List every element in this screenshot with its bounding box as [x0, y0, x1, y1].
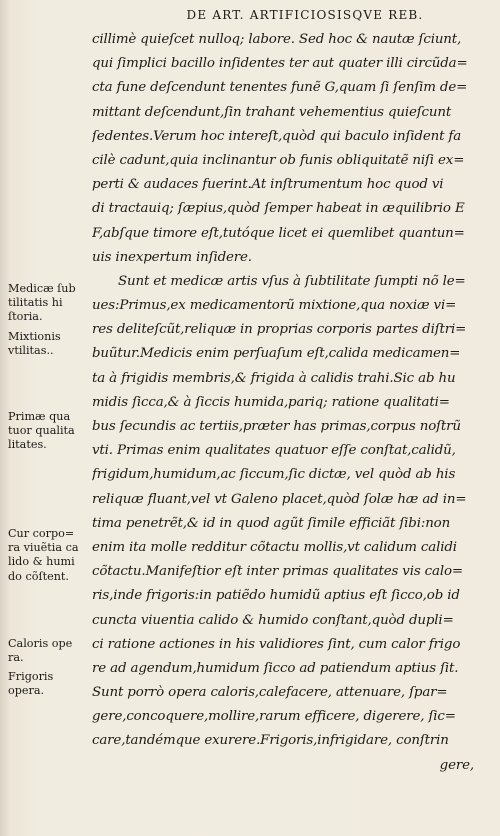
text-line: enim ita molle redditur cõtactu mollis,vt calidum calidi — [92, 539, 457, 555]
marginal-note — [8, 527, 90, 584]
text-line: res delitеſcũt,reliquæ in proprias corporis partes diſtri= — [92, 322, 467, 338]
text-line: bus ſecundis ac tertiis,præter has primas,corpus noſtrũ — [92, 419, 461, 434]
text-line: ta à frigidis membris,& frigida à calidis trahi.Sic ab hu — [92, 370, 456, 386]
marginal-note-line: ra viuẽtia ca — [8, 541, 79, 555]
text-line: buũtur.Medicis enim perſuaſum eſt,calida medicamen= — [92, 346, 461, 362]
text-line: ſedentes.Verum hoc intereſt,quòd qui baculo inſident fa — [92, 128, 462, 144]
marginal-note — [8, 670, 90, 698]
text-line: uis inexpertum inſidere. — [92, 249, 252, 265]
text-line: ues:Primus,ex medicamentorũ mixtione,qua noxiæ vi= — [92, 298, 457, 314]
text-line: tima penetrẽt,& id in quod agũt ſimile efficiãt ſibi:non — [92, 515, 451, 531]
marginal-note-line: ra. — [8, 651, 24, 665]
marginal-note — [8, 282, 90, 325]
marginal-note-line: vtilitas.. — [8, 344, 54, 358]
text-line: Sunt porrò opera caloris,calefacere, attenuare, ſpar= — [92, 685, 448, 701]
marginal-note — [8, 410, 90, 453]
text-line: gere,concoquere,mollire,rarum efficere, digerere, ſic= — [92, 709, 456, 725]
text-line: cõtactu.Manifeſtior eſt inter primas qualitates vis calo= — [92, 564, 463, 580]
text-line: ris,inde frigoris:in patiẽdo humidũ aptius eſt ſicco,ob id — [92, 588, 460, 604]
running-header: DE ART. ARTIFICIOSISQVE REB. — [186, 8, 424, 22]
marginal-note-line: Cur corpo= — [8, 527, 75, 540]
main-text-block — [92, 28, 482, 778]
text-line: qui ſimplici bacillo inſidentes ter aut quater illi circũda= — [92, 56, 468, 72]
text-line: ci ratione actiones in his validiores ſint, cum calor frigo — [92, 636, 461, 652]
marginal-note-line: do cõſtent. — [8, 569, 69, 583]
marginal-note-line: Medicæ ſub — [8, 282, 76, 295]
paragraph-start-line: Sunt et medicæ artis vſus à ſubtilitate ſumpti nõ le= — [118, 273, 466, 289]
marginal-note-line: Primæ qua — [8, 410, 71, 423]
text-line: mittant deſcendunt,ſin trahant vehementius quieſcunt — [92, 104, 452, 120]
marginal-note-line: Caloris ope — [8, 637, 73, 650]
marginal-note-line: Frigoris — [8, 670, 54, 683]
text-line: re ad agendum,humidum ſicco ad patiendum aptius ſit. — [92, 660, 459, 676]
text-line: perti & audaces fuerint.At inſtrumentum hoc quod vi — [92, 177, 444, 193]
marginal-note-line: litates. — [8, 438, 47, 452]
marginal-note — [8, 637, 90, 665]
marginal-note-line: opera. — [8, 684, 45, 698]
marginal-note-line: Mixtionis — [8, 330, 61, 343]
text-line: di tractauiq; ſæpius,quòd ſemper habeat in æquilibrio E — [92, 201, 465, 217]
marginal-note-line: tuor qualita — [8, 424, 75, 438]
marginal-note-line: ſtoria. — [8, 310, 43, 324]
text-line: midis ſicca,& à ſiccis humida,pariq; ratione qualitati= — [92, 394, 450, 410]
text-line: cillimè quieſcet nulloq; labore. Sed hoc & nautæ ſciunt, — [92, 32, 462, 47]
text-line: cilè cadunt,quia inclinantur ob funis obliquitatẽ niſi ex= — [92, 152, 465, 168]
text-line: reliquæ fluant,vel vt Galeno placet,quòd ſolæ hæ ad in= — [92, 491, 467, 507]
text-line: cuncta viuentia calido & humido conſtant,quòd dupli= — [92, 612, 454, 628]
text-line: F,abſque timore eſt,tutóque licet ei quemlibet quantun= — [92, 225, 465, 241]
catchword: gere, — [439, 757, 474, 773]
text-line: frigidum,humidum,ac ſiccum,ſic dictæ, vel quòd ab his — [92, 467, 456, 483]
text-line: care,tandémque exurere.Frigoris,infrigidare, conſtrin — [92, 733, 449, 749]
text-line: cta fune deſcendunt tenentes funẽ G,quam ſi ſenſim de= — [92, 80, 468, 96]
marginal-note — [8, 330, 90, 358]
marginal-note-line: lido & humi — [8, 555, 75, 569]
text-line: vti. Primas enim qualitates quatuor eſſe conſtat,calidũ, — [92, 443, 456, 459]
marginal-note-line: tilitatis hi — [8, 296, 63, 310]
